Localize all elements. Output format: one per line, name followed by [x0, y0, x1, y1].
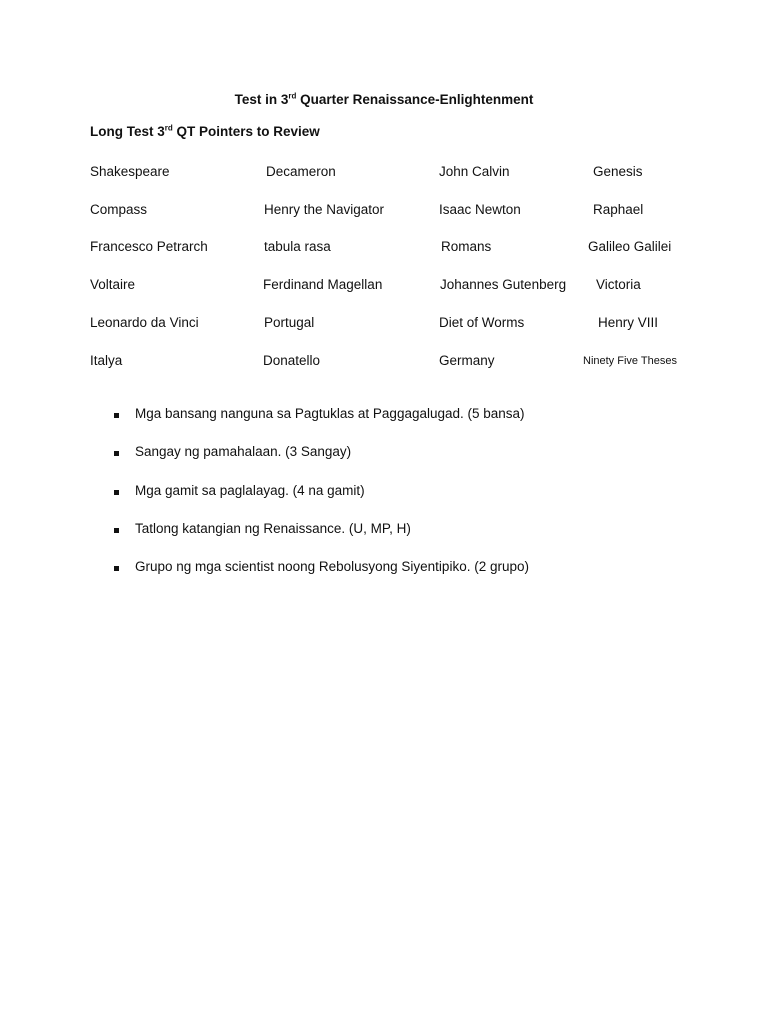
term-romans: Romans: [441, 239, 492, 254]
term-galileo-galilei: Galileo Galilei: [588, 239, 672, 254]
title-text: Test in 3: [234, 92, 289, 107]
pointer-text: Tatlong katangian ng Renaissance. (U, MP, H): [135, 520, 411, 536]
subtitle-text-rest: QT Pointers to Review: [172, 124, 320, 139]
pointer-text: Mga gamit sa paglalayag. (4 na gamit): [135, 482, 365, 498]
term-diet-of-worms: Diet of Worms: [439, 315, 525, 330]
title-text-rest: Quarter Renaissance-Enlightenment: [296, 92, 534, 107]
term-genesis: Genesis: [593, 164, 643, 179]
term-henry-the-navigator: Henry the Navigator: [264, 202, 385, 217]
pointer-text: Mga bansang nanguna sa Pagtuklas at Paggagalugad. (5 bansa): [135, 406, 525, 421]
square-bullet-icon: [114, 528, 119, 533]
pointer-text: Grupo ng mga scientist noong Rebolusyong Siyentipiko. (2 grupo): [135, 559, 529, 575]
subtitle-text: Long Test 3: [90, 124, 165, 139]
term-ferdinand-magellan: Ferdinand Magellan: [263, 277, 383, 292]
term-italya: Italya: [90, 353, 123, 368]
square-bullet-icon: [114, 566, 119, 571]
square-bullet-icon: [114, 413, 119, 418]
subtitle-superscript: rd: [164, 123, 173, 133]
term-leonardo-da-vinci: Leonardo da Vinci: [90, 315, 199, 330]
term-francesco-petrarch: Francesco Petrarch: [90, 239, 208, 254]
term-portugal: Portugal: [264, 315, 315, 330]
term-voltaire: Voltaire: [90, 277, 136, 292]
term-tabula-rasa: tabula rasa: [264, 239, 331, 254]
term-johannes-gutenberg: Johannes Gutenberg: [440, 277, 567, 292]
square-bullet-icon: [114, 451, 119, 456]
term-henry-viii: Henry VIII: [598, 315, 659, 330]
term-germany: Germany: [439, 353, 495, 368]
pointer-text: Sangay ng pamahalaan. (3 Sangay): [135, 444, 352, 460]
term-john-calvin: John Calvin: [439, 164, 510, 179]
term-isaac-newton: Isaac Newton: [439, 202, 521, 217]
square-bullet-icon: [114, 490, 119, 495]
term-victoria: Victoria: [596, 277, 641, 292]
term-donatello: Donatello: [263, 353, 321, 368]
term-shakespeare: Shakespeare: [90, 164, 170, 179]
term-raphael: Raphael: [593, 202, 644, 217]
document-subtitle: [90, 124, 320, 139]
term-compass: Compass: [90, 202, 148, 217]
term-ninety-five-theses: Ninety Five Theses: [583, 355, 677, 367]
title-superscript: rd: [288, 91, 297, 101]
term-decameron: Decameron: [266, 164, 336, 179]
document-title: [0, 92, 768, 107]
